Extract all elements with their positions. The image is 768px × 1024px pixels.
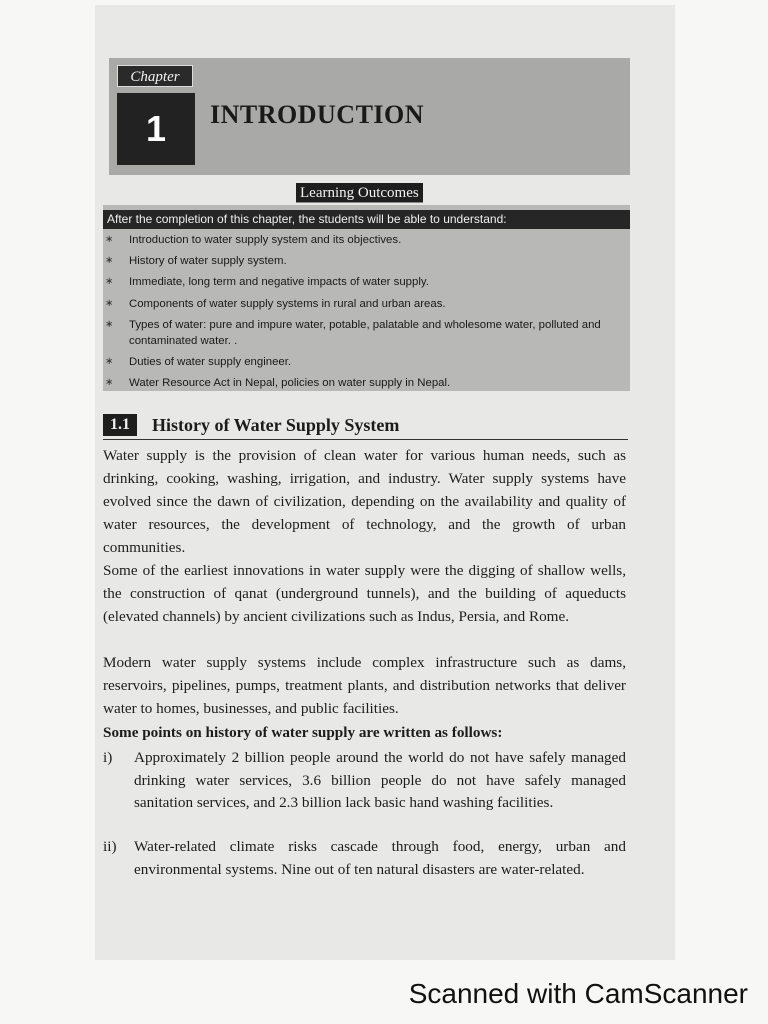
bullet-star-icon: ∗ xyxy=(105,318,114,330)
paragraph-intro: Water supply is the provision of clean water for various human needs, such as drinking, cooking, washing, irrigation, and industry. Water supply systems have evolved since the dawn of civilization, depending on the availability and quality of water resources, the development of technology, and the growth of urban communities. xyxy=(103,447,626,556)
list-item xyxy=(103,354,630,370)
list-item-text: Components of water supply systems in rural and urban areas. xyxy=(129,297,446,310)
learning-outcomes-intro: After the completion of this chapter, the students will be able to understand: xyxy=(103,210,630,229)
list-item-text: Water Resource Act in Nepal, policies on water supply in Nepal. xyxy=(129,377,451,390)
list-item-text: History of water supply system. xyxy=(129,255,287,268)
point-text: Water-related climate risks cascade through food, energy, urban and environmental systems. Nine out of ten natural disasters are water-related. xyxy=(134,838,626,878)
scanner-watermark: Scanned with CamScanner xyxy=(408,978,748,1009)
list-item xyxy=(103,296,630,312)
bullet-star-icon: ∗ xyxy=(105,276,114,288)
list-item-text: Duties of water supply engineer. xyxy=(129,355,292,368)
list-item-text: Immediate, long term and negative impacts of water supply. xyxy=(129,276,429,289)
point-marker: ii) xyxy=(103,838,117,855)
list-item-text: Introduction to water supply system and its objectives. xyxy=(129,234,402,246)
bullet-star-icon: ∗ xyxy=(105,377,114,389)
point-text: Approximately 2 billion people around the world do not have safely managed drinking water services, 3.6 billion people do not have safely managed sanitation services, and 2.3 billion lack basic hand washing facilities. xyxy=(134,749,626,811)
section-heading xyxy=(103,413,628,440)
list-item xyxy=(103,375,630,391)
paragraph-earliest-innovations: Some of the earliest innovations in water supply were the digging of shallow wells, the construction of qanat (underground tunnels), and the building of aqueducts (elevated channels) by ancient civilizations such as Indus, Persia, and Rome. xyxy=(103,562,626,625)
list-item xyxy=(103,274,630,290)
list-item xyxy=(103,232,630,248)
list-item xyxy=(103,317,630,349)
points-heading: Some points on history of water supply are written as follows: xyxy=(103,724,503,741)
chapter-tag: Chapter xyxy=(117,65,193,87)
list-item-text: Types of water: pure and impure water, potable, palatable and wholesome water, polluted and contaminated water. . xyxy=(129,318,601,347)
point-marker: i) xyxy=(103,749,113,766)
bullet-star-icon: ∗ xyxy=(105,255,114,267)
list-item xyxy=(103,253,630,269)
bullet-star-icon: ∗ xyxy=(105,297,114,309)
paragraph-modern-systems: Modern water supply systems include complex infrastructure such as dams, reservoirs, pipelines, pumps, treatment plants, and distribution networks that deliver water to homes, businesses, and public facilities. xyxy=(103,654,626,717)
section-number: 1.1 xyxy=(103,414,137,436)
chapter-title: INTRODUCTION xyxy=(210,100,425,129)
section-title: History of Water Supply System xyxy=(152,415,400,435)
bullet-star-icon: ∗ xyxy=(105,234,114,245)
bullet-star-icon: ∗ xyxy=(105,355,114,367)
learning-outcomes-list xyxy=(103,232,630,396)
chapter-number: 1 xyxy=(117,93,195,165)
learning-outcomes-heading: Learning Outcomes xyxy=(296,183,423,203)
